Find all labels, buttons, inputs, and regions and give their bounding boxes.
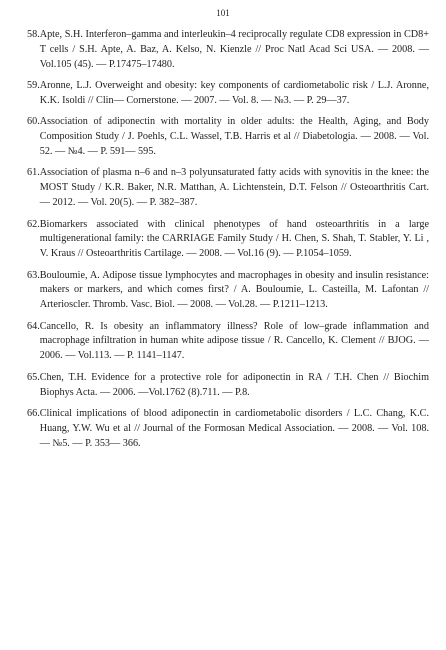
reference-number: 58. — [27, 29, 40, 40]
reference-text: Biomarkers associated with clinical phenotypes of hand osteoarthritis in a large multigenerational family: the CARRIAGE Family Study / H. Chen, S. Shah, T. Stabler, Y. Li , V. Kraus // Osteoarthritis Cartilage. — 2008. — Vol.16 (9). — P.1054–1059. — [39, 218, 429, 260]
page-number: 101 — [216, 8, 230, 18]
reference-item — [27, 166, 429, 210]
reference-list — [27, 28, 429, 458]
reference-item — [27, 218, 429, 262]
reference-item — [27, 115, 429, 159]
reference-item — [27, 79, 429, 109]
reference-item — [27, 269, 429, 313]
reference-number: 59. — [27, 80, 40, 92]
reference-item — [27, 407, 429, 451]
reference-number: 66. — [27, 408, 40, 420]
reference-number: 63. — [27, 269, 40, 281]
reference-item — [27, 28, 429, 72]
reference-number: 65. — [27, 371, 40, 383]
reference-text: Cancello, R. Is obesity an inflammatory illness? Role of low–grade inflammation and macrophage infiltration in human white adipose tissue / R. Cancello, K. Clement // BJOG. — 2006. — Vol.113. — P. 1141–1147. — [39, 320, 429, 362]
reference-text: Association of plasma n–6 and n–3 polyunsaturated fatty acids with synovitis in the knee: the MOST Study / K.R. Baker, N.R. Matthan, A. Lichtenstein, D.T. Felson // Osteoarthritis Cart. — 2012. — Vol. 20(5). — P. 382–387. — [39, 167, 429, 209]
reference-item — [27, 371, 429, 401]
reference-text: Clinical implications of blood adiponectin in cardiometabolic disorders / L.C. Chang, K.C. Huang, Y.W. Wu et al // Journal of the Formosan Medical Association. — 2008. — Vol. 108. — №5. — P. 353— 366. — [39, 408, 429, 449]
reference-text: Bouloumie, A. Adipose tissue lymphocytes and macrophages in obesity and insulin resistance: makers or markers, and which comes first? / A. Bouloumie, L. Casteilla, M. Lafontan // Arterioscler. Thromb. Vasc. Biol. — 2008. — Vol.28. — P.1211–1213. — [39, 269, 429, 311]
reference-text: Chen, T.H. Evidence for a protective role for adiponectin in RA / T.H. Chen // Biochim Biophys Acta. — 2006. —Vol.1762 (8).711. — P.8. — [39, 371, 429, 398]
reference-number: 60. — [27, 116, 40, 128]
reference-item — [27, 320, 429, 364]
reference-text: Aronne, L.J. Overweight and obesity: key components of cardiometabolic risk / L.J. Aronne, K.K. Isoldi // Clin— Cornerstone. — 2007. — Vol. 8. — №3. — P. 29—37. — [39, 80, 429, 106]
reference-number: 61. — [27, 167, 40, 179]
reference-text: Apte, S.H. Interferon–gamma and interleukin–4 reciprocally regulate CD8 expression in CD8+ T cells / S.H. Apte, A. Baz, A. Kelso, N. Kienzle // Proc Natl Acad Sci USA. — 2008. — Vol.105 (45). — P.17475–17480. — [39, 29, 429, 70]
reference-number: 64. — [27, 320, 40, 332]
reference-number: 62. — [27, 218, 40, 230]
reference-text: Association of adiponectin with mortality in older adults: the Health, Aging, and Body Composition Study / J. Poehls, C.L. Wassel, T.B. Harris et al // Diabetologia. — 2008. — Vol. 52. — №4. — P. 591— 595. — [39, 116, 429, 157]
